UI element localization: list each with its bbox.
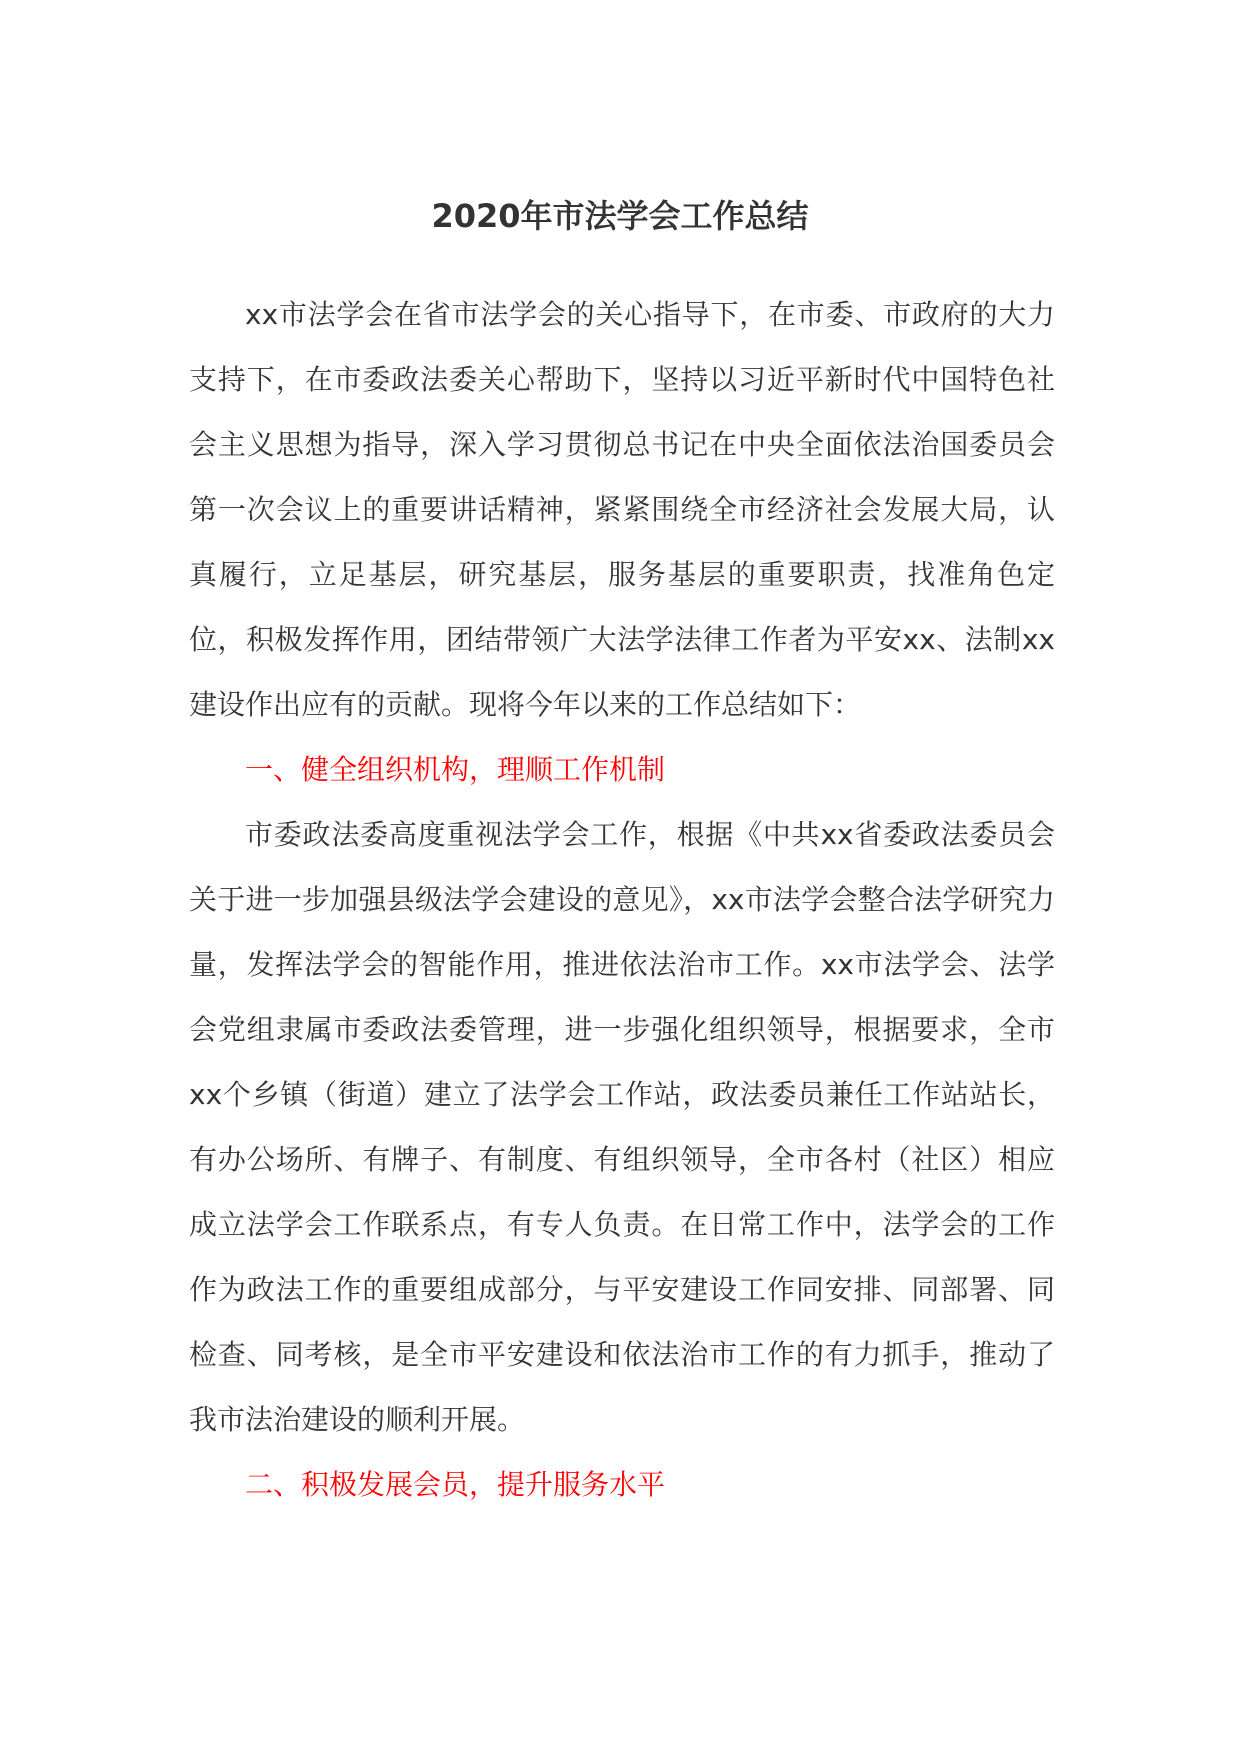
section-heading-1: 一、健全组织机构，理顺工作机制 — [245, 753, 666, 786]
body-paragraph-intro: xx市法学会在省市法学会的关心指导下，在市委、市政府的大力支持下，在市委政法委关心帮助下，坚持以习近平新时代中国特色社会主义思想为指导，深入学习贯彻总书记在中央全面依法治国委员会第一次会议上的重要讲话精神，紧紧围绕全市经济社会发展大局，认真履行，立足基层，研究基层，服务基层的重要职责，找准角色定位，积极发挥作用，团结带领广大法学法律工作者为平安xx、法制xx建设作出应有的贡献。现将今年以来的工作总结如下： — [189, 298, 1055, 721]
document-body — [189, 282, 1055, 1517]
section-heading-2: 二、积极发展会员，提升服务水平 — [245, 1468, 666, 1501]
body-paragraph-section-1: 市委政法委高度重视法学会工作，根据《中共xx省委政法委员会关于进一步加强县级法学会建设的意见》，xx市法学会整合法学研究力量，发挥法学会的智能作用，推进依法治市工作。xx市法学会、法学会党组隶属市委政法委管理，进一步强化组织领导，根据要求，全市xx个乡镇（街道）建立了法学会工作站，政法委员兼任工作站站长，有办公场所、有牌子、有制度、有组织领导，全市各村（社区）相应成立法学会工作联系点，有专人负责。在日常工作中，法学会的工作作为政法工作的重要组成部分，与平安建设工作同安排、同部署、同检查、同考核，是全市平安建设和依法治市工作的有力抓手，推动了我市法治建设的顺利开展。 — [189, 818, 1055, 1436]
document-title: 2020年市法学会工作总结 — [431, 197, 809, 235]
